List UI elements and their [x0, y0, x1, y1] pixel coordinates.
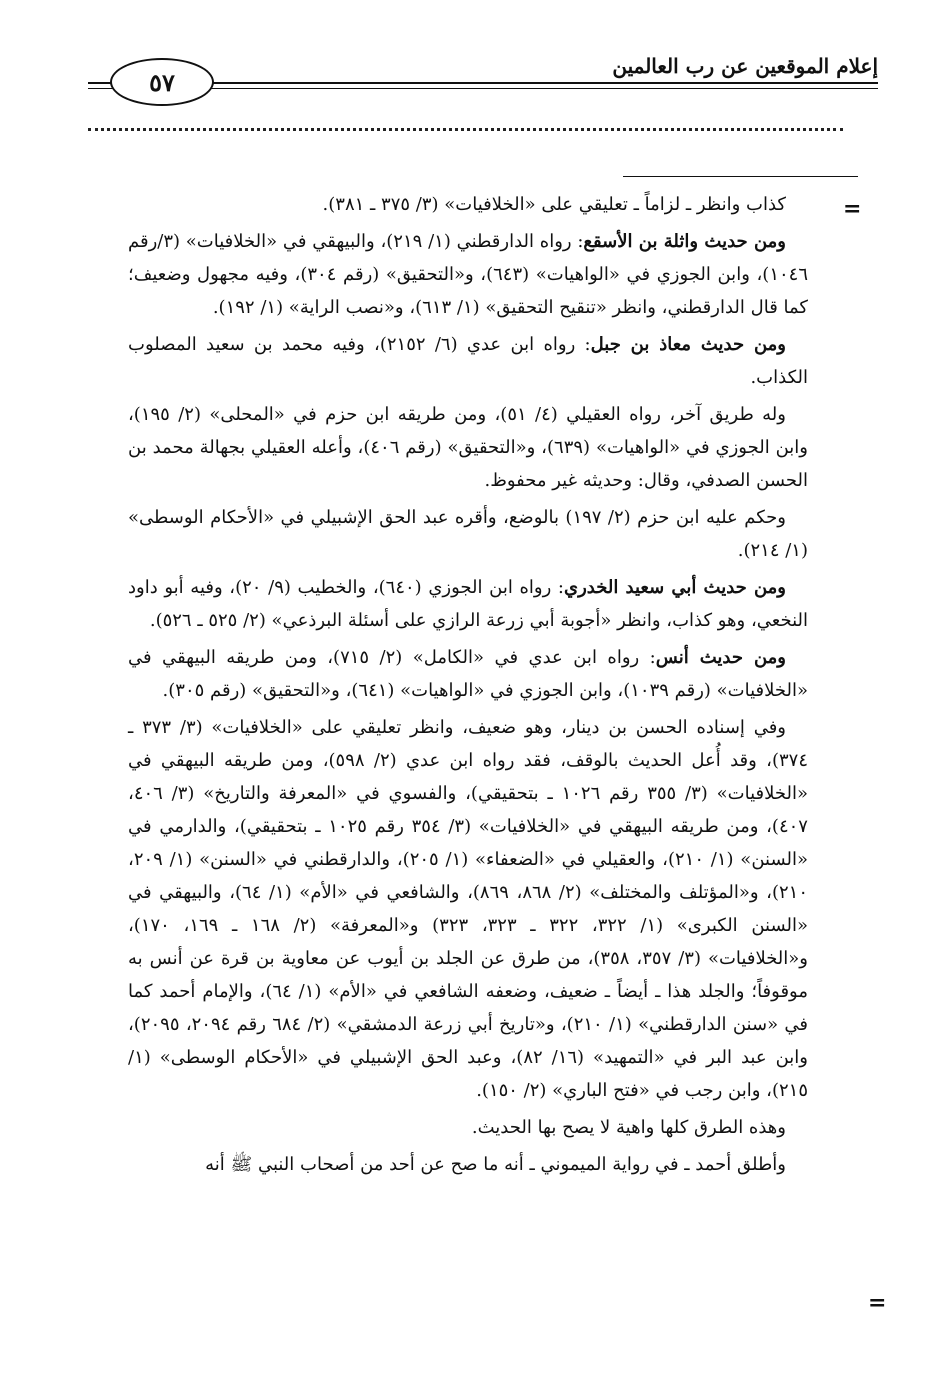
- page-number: ٥٧: [110, 58, 214, 106]
- paragraph: [128, 711, 808, 1107]
- paragraph: [128, 641, 808, 707]
- paragraph: [128, 501, 808, 567]
- paragraph: [128, 188, 808, 221]
- paragraph-text: : رواه ابن عدي (٦/ ٢١٥٢)، وفيه محمد بن سعيد المصلوب الكذاب.: [128, 334, 808, 388]
- paragraph: [128, 328, 808, 394]
- dotted-separator: [88, 128, 843, 131]
- footnote-rule: [623, 176, 858, 177]
- paragraph: [128, 398, 808, 497]
- paragraph: [128, 1111, 808, 1144]
- paragraph-lead: ومن حديث أنس: [655, 647, 787, 668]
- paragraph-lead: ومن حديث معاذ بن جبل: [590, 334, 786, 355]
- running-title: إعلام الموقعين عن رب العالمين: [612, 54, 878, 78]
- paragraph-text: كذاب وانظر ـ لزاماً ـ تعليقي على «الخلافيات» (٣/ ٣٧٥ ـ ٣٨١).: [322, 194, 786, 215]
- paragraph-lead: ومن حديث واثلة بن الأسقع: [583, 231, 786, 252]
- paragraph: [128, 1148, 808, 1181]
- paragraph: [128, 225, 808, 324]
- paragraph-lead: ومن حديث أبي سعيد الخدري: [564, 577, 786, 598]
- paragraph-text: وهذه الطرق كلها واهية لا يصح بها الحديث.: [471, 1117, 786, 1138]
- paragraph-text: وفي إسناده الحسن بن دينار، وهو ضعيف، وانظر تعليقي على «الخلافيات» (٣/ ٣٧٣ ـ ٣٧٤)، وقد أُعل الحديث بالوقف، فقد رواه ابن عدي (٢/ ٥٩٨)، ومن طريقه البيهقي في «الخلافيات» (٣/ ٣٥٥ رقم ١٠٢٦ ـ بتحقيقي)، والفسوي في «المعرفة والتاريخ» (٣/ ٤٠٦، ٤٠٧)، ومن طريقه البيهقي في «الخلافيات» (٣/ ٣٥٤ رقم ١٠٢٥ ـ بتحقيقي)، والدارمي في «السنن» (١/ ٢١٠)، والعقيلي في «الضعفاء» (١/ ٢٠٥)، والدارقطني في «السنن» (١/ ٢٠٩، ٢١٠)، و«المؤتلف والمختلف» (٢/ ٨٦٨، ٨٦٩)، والشافعي في «الأم» (١/ ٦٤)، والبيهقي في «السنن الكبرى» (١/ ٣٢٢، ٣٢٢ ـ ٣٢٣، ٣٢٣) و«المعرفة» (٢/ ١٦٨ ـ ١٦٩، ١٧٠)، و«الخلافيات» (٣/ ٣٥٧، ٣٥٨)، من طرق عن الجلد بن أيوب عن معاوية بن قرة عن أنس به موقوفاً؛ والجلد هذا ـ أيضاً ـ ضعيف، وضعفه الشافعي في «الأم» (١/ ٦٤)، والإمام أحمد كما في «سنن الدارقطني» (١/ ٢١٠)، و«تاريخ أبي زرعة الدمشقي» (٢/ ٦٨٤ رقم ٢٠٩٤، ٢٠٩٥)، وابن عبد البر في «التمهيد» (١٦/ ٨٢)، وعبد الحق الإشبيلي في «الأحكام الوسطى» (١/ ٢١٥)، وابن رجب في «فتح الباري» (٢/ ١٥٠).: [128, 717, 809, 1101]
- paragraph-text: : رواه ابن الجوزي (٦٤٠)، والخطيب (٩/ ٢٠)، وفيه أبو داود النخعي، وهو كذاب، وانظر «أجوبة أبي زرعة الرازي على أسئلة البرذعي» (٢/ ٥٢٥ ـ ٥٢٦).: [128, 577, 808, 631]
- paragraph-text: : رواه ابن عدي في «الكامل» (٢/ ٧١٥)، ومن طريقه البيهقي في «الخلافيات» (رقم ١٠٣٩)، وابن الجوزي في «الواهيات» (٦٤١)، و«التحقيق» (رقم ٣٠٥).: [128, 647, 808, 701]
- paragraph-text: وله طريق آخر، رواه العقيلي (٤/ ٥١)، ومن طريقه ابن حزم في «المحلى» (٢/ ١٩٥)، وابن الجوزي في «الواهيات» (٦٣٩)، و«التحقيق» (رقم ٤٠٦)، وأعله العقيلي بجهالة محمد بن الحسن الصدفي، وقال: وحديثه غير محفوظ.: [128, 404, 808, 491]
- footnote-text: [128, 188, 808, 1185]
- paragraph-text: وحكم عليه ابن حزم (٢/ ١٩٧) بالوضع، وأقره عبد الحق الإشبيلي في «الأحكام الوسطى» (١/ ٢١٤).: [128, 507, 808, 561]
- paragraph-text: : رواه الدارقطني (١/ ٢١٩)، والبيهقي في «الخلافيات» (٣/رقم ١٠٤٦)، وابن الجوزي في «الواهيات» (٦٤٣)، و«التحقيق» (رقم ٣٠٤)، وفيه مجهول وضعيف؛ كما قال الدارقطني، وانظر «تنقيح التحقيق» (١/ ٦١٣)، و«نصب الراية» (١/ ١٩٢).: [128, 231, 808, 318]
- paragraph-text: وأطلق أحمد ـ في رواية الميموني ـ أنه ما صح عن أحد من أصحاب النبي ﷺ أنه: [205, 1154, 786, 1175]
- continuation-mark-top: =: [843, 196, 862, 222]
- paragraph: [128, 571, 808, 637]
- continuation-mark-bottom: =: [868, 1290, 887, 1316]
- page-header: [88, 48, 878, 108]
